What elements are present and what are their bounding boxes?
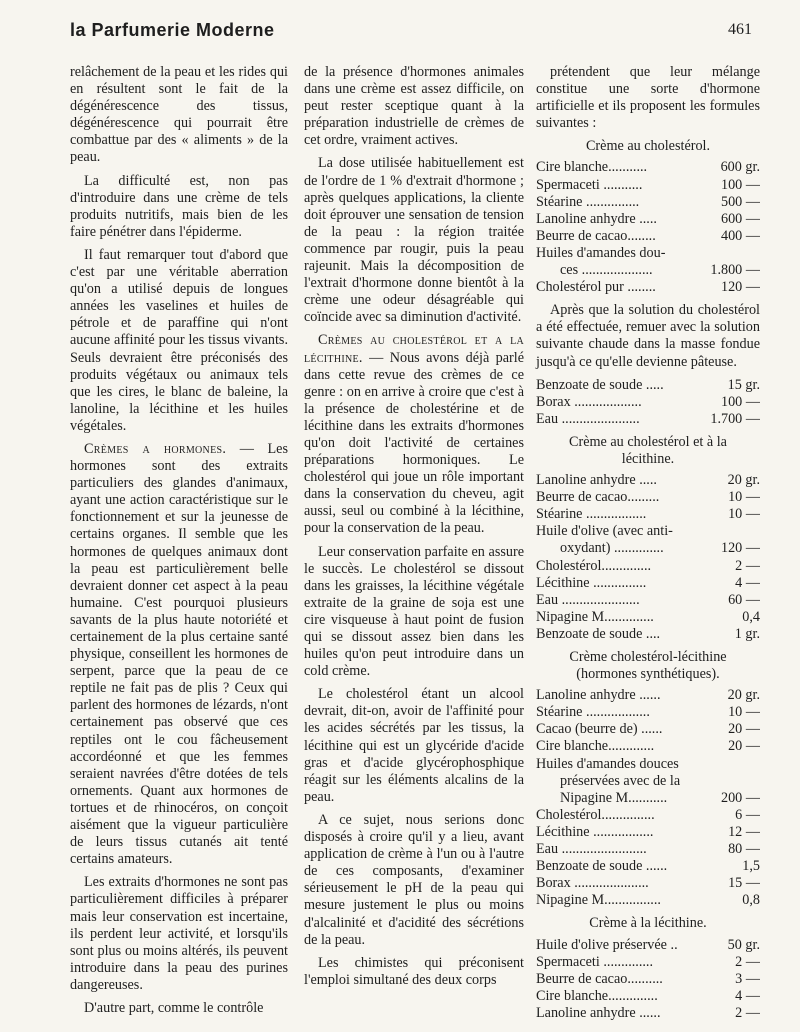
formula-row — [536, 687, 760, 704]
ingredient-qty: 200 — — [720, 789, 760, 806]
formula-row — [536, 790, 760, 807]
ingredient-qty: 600 gr. — [720, 159, 760, 176]
formula-row — [536, 177, 760, 194]
paragraph: La difficulté est, non pas d'introduire dans une crème de tels produits nutritifs, mais bien de les faire pénétrer dans l'épiderme. — [70, 172, 288, 240]
formula-solution — [536, 377, 760, 428]
paragraph: Il faut remarquer tout d'abord que c'est par une véritable aberration qu'on a utilisé depuis de longues années les vaselines et huiles de pétrole et de paraffine qui n'ont aucune affinité pour les tissus vivants. Seuls devraient être préconisés des produits végétaux ou animaux tels que les cires, le blanc de baleine, la lanoline, la lécithine et les huiles végétales. — [70, 246, 288, 434]
formula-row — [536, 738, 760, 755]
ingredient-qty: 80 — — [728, 841, 760, 858]
formula-row — [536, 575, 760, 592]
formula-cholesterol-lecithin — [536, 472, 760, 643]
ingredient-name: Cholestérol pur ........ — [536, 279, 656, 296]
formula-row — [536, 721, 760, 738]
ingredient-name: Borax ................... — [536, 393, 642, 410]
formula-row — [536, 228, 760, 245]
formula-row — [536, 592, 760, 609]
column-2 — [304, 64, 524, 988]
formula-row — [536, 411, 760, 428]
ingredient-qty: 12 — — [728, 823, 760, 840]
formula-row — [536, 954, 760, 971]
ingredient-name: Beurre de cacao........ — [536, 227, 656, 244]
paragraph: Le cholestérol étant un alcool devrait, dit-on, avoir de l'affinité pour les acides sécrétés par les tissus, la lécithine qui est un glycéride d'acide gras et d'acide glycérophosphique réagit sur les éléments alcalins de la peau. — [304, 686, 524, 805]
paragraph: A ce sujet, nous serions donc disposés à croire qu'il y a lieu, avant application de crème à l'un ou à l'autre de ces composants, d'examiner sérieusement le pH de la peau qui mesure justement le plus ou moins d'alcalinité et d'acidité des sécrétions de la peau. — [304, 811, 524, 948]
ingredient-name: Cholestérol............... — [536, 806, 655, 823]
formula-row — [536, 159, 760, 176]
ingredient-name: Benzoate de soude ...... — [536, 858, 668, 875]
formula-row — [536, 279, 760, 296]
ingredient-qty: 4 — — [735, 574, 760, 591]
formula-title: Crème au cholestérol. — [585, 138, 711, 155]
ingredient-qty: 20 — — [728, 738, 760, 755]
section-paragraph — [304, 332, 524, 537]
section-paragraph — [70, 441, 288, 868]
ingredient-name: Lanoline anhydre ...... — [536, 1004, 661, 1021]
ingredient-name: Nipagine M........... — [560, 789, 668, 806]
ingredient-name: Cire blanche............. — [536, 738, 655, 755]
ingredient-name: Eau ...................... — [536, 591, 640, 608]
formula-title-line: (hormones synthétiques). — [576, 666, 720, 683]
ingredient-qty: 20 gr. — [727, 687, 760, 704]
formula-line: préservées avec de la — [560, 772, 681, 789]
formula-row — [536, 262, 760, 279]
ingredient-name: Cholestérol.............. — [536, 557, 652, 574]
formula-line: Huile d'olive (avec anti- — [536, 523, 673, 540]
ingredient-name: Cire blanche.............. — [536, 987, 658, 1004]
formula-row — [536, 937, 760, 954]
ingredient-qty: 0,4 — [742, 608, 760, 625]
ingredient-qty: 1,5 — [742, 858, 760, 875]
ingredient-qty: 15 — — [728, 875, 760, 892]
ingredient-name: Cire blanche........... — [536, 159, 648, 176]
ingredient-name: Beurre de cacao......... — [536, 489, 660, 506]
ingredient-name: Benzoate de soude ..... — [536, 376, 664, 393]
ingredient-qty: 100 — — [720, 176, 760, 193]
journal-title: la Parfumerie Moderne — [70, 20, 275, 40]
formula-row — [536, 892, 760, 909]
ingredient-name: Borax ..................... — [536, 875, 649, 892]
paragraph: de la présence d'hormones animales dans une crème est assez difficile, on peut rester sceptique quant à la préparation industrielle de crèmes de cet ordre, vraiment actives. — [304, 64, 524, 149]
formula-row — [536, 704, 760, 721]
ingredient-name: Stéarine ................. — [536, 506, 647, 523]
formula-line: Huiles d'amandes douces — [536, 755, 679, 772]
paragraph-text: — Nous avons déjà parlé dans cette revue des crèmes de ce genre : on en arrive à croire que c'est à la présence de cholestérine et de lécithine dans les extraits d'hormones qu'on doit l'activité de certaines préparations hormoniques. Le cholestérol qui joue un rôle important dans la conservation du cheveu, agit aussi, seul ou combiné à la lécithine, pour la conservation de la peau. — [304, 349, 524, 537]
ingredient-qty: 2 — — [735, 1004, 760, 1021]
formula-row — [536, 489, 760, 506]
formula-row — [536, 211, 760, 228]
formula-row — [536, 626, 760, 643]
ingredient-name: Eau ...................... — [536, 410, 640, 427]
formula-row — [536, 609, 760, 626]
formula-row — [536, 1005, 760, 1022]
ingredient-name: Stéarine ............... — [536, 193, 640, 210]
text-columns — [70, 64, 760, 1021]
section-heading: Crèmes au cholestérol et a la lécithine. — [304, 332, 524, 366]
ingredient-qty: 20 — — [728, 721, 760, 738]
ingredient-name: Cacao (beurre de) ...... — [536, 721, 663, 738]
ingredient-name: Lécithine ................. — [536, 823, 654, 840]
ingredient-qty: 120 — — [720, 279, 760, 296]
ingredient-qty: 10 — — [728, 489, 760, 506]
ingredient-name: Benzoate de soude .... — [536, 625, 661, 642]
ingredient-qty: 20 gr. — [727, 472, 760, 489]
ingredient-name: Stéarine .................. — [536, 704, 650, 721]
formula-row — [536, 988, 760, 1005]
ingredient-qty: 1.700 — — [710, 410, 760, 427]
page-number: 461 — [728, 21, 752, 38]
formula-row — [536, 875, 760, 892]
ingredient-qty: 3 — — [735, 970, 760, 987]
formula-row — [536, 841, 760, 858]
ingredient-qty: 10 — — [728, 704, 760, 721]
paragraph: Les chimistes qui préconisent l'emploi simultané des deux corps — [304, 954, 524, 988]
ingredient-qty: 2 — — [735, 953, 760, 970]
ingredient-qty: 1 gr. — [734, 625, 760, 642]
ingredient-qty: 2 — — [735, 557, 760, 574]
ingredient-qty: 10 — — [728, 506, 760, 523]
ingredient-name: Lécithine ............... — [536, 574, 647, 591]
ingredient-qty: 400 — — [720, 227, 760, 244]
column-3 — [536, 64, 760, 1021]
formula-row — [536, 824, 760, 841]
ingredient-name: Spermaceti ........... — [536, 176, 643, 193]
formula-row — [536, 394, 760, 411]
ingredient-name: Nipagine M.............. — [536, 608, 654, 625]
ingredient-qty: 1.800 — — [710, 262, 760, 279]
ingredient-name: oxydant) .............. — [560, 540, 664, 557]
ingredient-qty: 6 — — [735, 806, 760, 823]
page-header — [70, 20, 752, 44]
formula-cholesterol — [536, 159, 760, 296]
formula-row — [536, 194, 760, 211]
formula-row — [536, 506, 760, 523]
ingredient-qty: 0,8 — [742, 892, 760, 909]
formula-lecithin — [536, 937, 760, 1022]
column-1 — [70, 64, 288, 1016]
ingredient-name: Beurre de cacao.......... — [536, 970, 663, 987]
paragraph: La dose utilisée habituellement est de l'ordre de 1 % d'extrait d'hormone ; après quelques applications, la cliente doit éprouver une sensation de tension de la peau : la région traitée commence par rougir, puis la peau rajeunit. Mais la décomposition de l'extrait d'hormone donne bientôt à la crème une odeur désagréable qui coïncide avec sa diminution d'activité. — [304, 155, 524, 326]
paragraph: Leur conservation parfaite en assure le succès. Le cholestérol se dissout dans les graisses, la lécithine végétale extraite de la graine de soja est une cire visqueuse à haut point de fusion qui se dissout assez bien dans les huiles qu'on peut introduire dans un cold crème. — [304, 543, 524, 680]
ingredient-name: Nipagine M................ — [536, 892, 661, 909]
formula-row — [536, 472, 760, 489]
paragraph: prétendent que leur mélange constitue une sorte d'hormone artificielle et ils proposent les formules suivantes : — [536, 64, 760, 132]
formula-row — [536, 858, 760, 875]
ingredient-name: Eau ........................ — [536, 841, 647, 858]
formula-row — [536, 558, 760, 575]
ingredient-qty: 15 gr. — [727, 376, 760, 393]
ingredient-qty: 4 — — [735, 987, 760, 1004]
formula-row — [536, 971, 760, 988]
formula-title — [536, 649, 760, 683]
formula-title-line: Crème cholestérol-lécithine — [569, 649, 727, 665]
paragraph: Les extraits d'hormones ne sont pas particulièrement difficiles à préparer mais leur conservation est incertaine, ils perdent leur activité, et lorsqu'ils sont plus ou moins altérés, ils peuvent introduire dans la peau des purines dangereuses. — [70, 874, 288, 993]
ingredient-name: Lanoline anhydre ..... — [536, 472, 657, 489]
paragraph: relâchement de la peau et les rides qui en résultent sont le fait de la dégénérescence des tissus, dégénérescence qui pourrait être combattue par des « aliments » de la peau. — [70, 64, 288, 166]
formula-title: Crème à la lécithine. — [589, 915, 707, 932]
formula-row — [536, 807, 760, 824]
formula-title-line: Crème au cholestérol et à la — [569, 433, 727, 450]
paragraph-text: — Les hormones sont des extraits particuliers des glandes d'animaux, ayant une action caractéristique sur le fonctionnement et sur la jeunesse de certains organes. Il semble que les hormones de quelques animaux dont la peau est particulièrement belle devraient donner cet aspect à la peau humaine. C'est pourquoi plusieurs savants de la plus haute notoriété et certainement de la plus certaine santé physique, conseillent les hormones de serpent, parce que la peau de ce reptile ne fait pas de plis ? Ceux qui parlent des hormones de lézards, n'ont certainement pas observé que ces reptiles ont le cou fâcheusement accordéonné et que les femmes seraient navrées d'être dotées de tels ornements. Quant aux hormones de tortues et de rhinocéros, on conçoit aisément que la vigueur particulière de leurs tissus cutanés ait tenté certains amateurs. — [70, 440, 288, 868]
ingredient-name: ces .................... — [560, 262, 653, 279]
formula-title — [536, 434, 760, 468]
ingredient-qty: 500 — — [720, 193, 760, 210]
formula-line: Huiles d'amandes dou- — [536, 244, 666, 261]
formula-row — [536, 377, 760, 394]
ingredient-qty: 600 — — [720, 210, 760, 227]
ingredient-name: Lanoline anhydre ...... — [536, 687, 661, 704]
paragraph: D'autre part, comme le contrôle — [84, 999, 264, 1016]
formula-synthetic-hormones — [536, 687, 760, 909]
paragraph: Après que la solution du cholestérol a été effectuée, remuer avec la solution suivante chaude dans la masse fondue jusqu'à ce qu'elle devienne pâteuse. — [536, 302, 760, 370]
ingredient-qty: 60 — — [728, 591, 760, 608]
ingredient-name: Spermaceti .............. — [536, 953, 654, 970]
formula-row — [536, 540, 760, 557]
ingredient-qty: 50 gr. — [727, 936, 760, 953]
ingredient-name: Huile d'olive préservée .. — [536, 936, 678, 953]
ingredient-name: Lanoline anhydre ..... — [536, 210, 657, 227]
section-heading: Crèmes a hormones. — [84, 440, 227, 457]
ingredient-qty: 120 — — [720, 540, 760, 557]
ingredient-qty: 100 — — [720, 393, 760, 410]
formula-title-line: lécithine. — [621, 450, 675, 467]
